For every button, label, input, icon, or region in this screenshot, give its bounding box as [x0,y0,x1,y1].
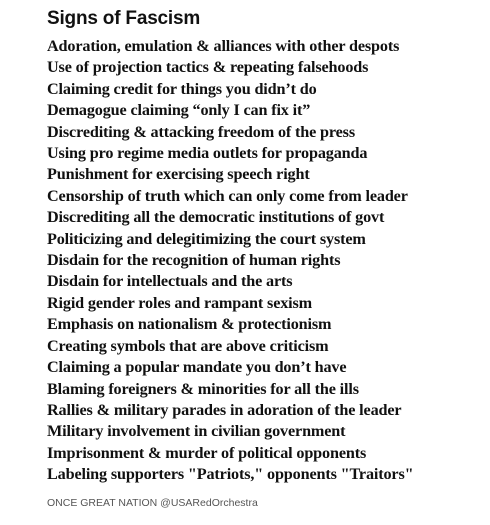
list-item: Use of projection tactics & repeating falsehoods [47,58,369,77]
list-item: Discrediting all the democratic institutions of govt [47,208,385,227]
list-item: Emphasis on nationalism & protectionism [47,315,332,334]
list-item: Adoration, emulation & alliances with other despots [47,37,400,55]
signs-list [47,36,413,486]
list-item: Claiming credit for things you didn’t do [47,79,317,98]
list-item: Discrediting & attacking freedom of the press [47,122,355,141]
list-item: Disdain for intellectuals and the arts [47,272,293,291]
list-item: Rigid gender roles and rampant sexism [47,293,313,312]
footer-credit: ONCE GREAT NATION @USARedOrchestra [47,497,258,509]
list-item: Creating symbols that are above criticism [47,336,329,355]
list-item: Blaming foreigners & minorities for all the ills [47,379,359,398]
list-item: Using pro regime media outlets for propaganda [47,144,368,163]
list-item: Military involvement in civilian government [47,422,346,441]
list-item: Labeling supporters "Patriots," opponents "Traitors" [47,465,414,484]
list-item: Rallies & military parades in adoration of the leader [47,400,402,419]
list-item: Demagogue claiming “only I can fix it” [47,101,311,120]
list-item: Punishment for exercising speech right [47,165,310,184]
list-item: Censorship of truth which can only come from leader [47,186,408,205]
list-item: Politicizing and delegitimizing the court system [47,229,366,248]
list-item: Claiming a popular mandate you don’t have [47,358,347,377]
list-item: Imprisonment & murder of political opponents [47,443,367,462]
document-title: Signs of Fascism [47,8,201,29]
list-item: Disdain for the recognition of human rights [47,251,341,270]
